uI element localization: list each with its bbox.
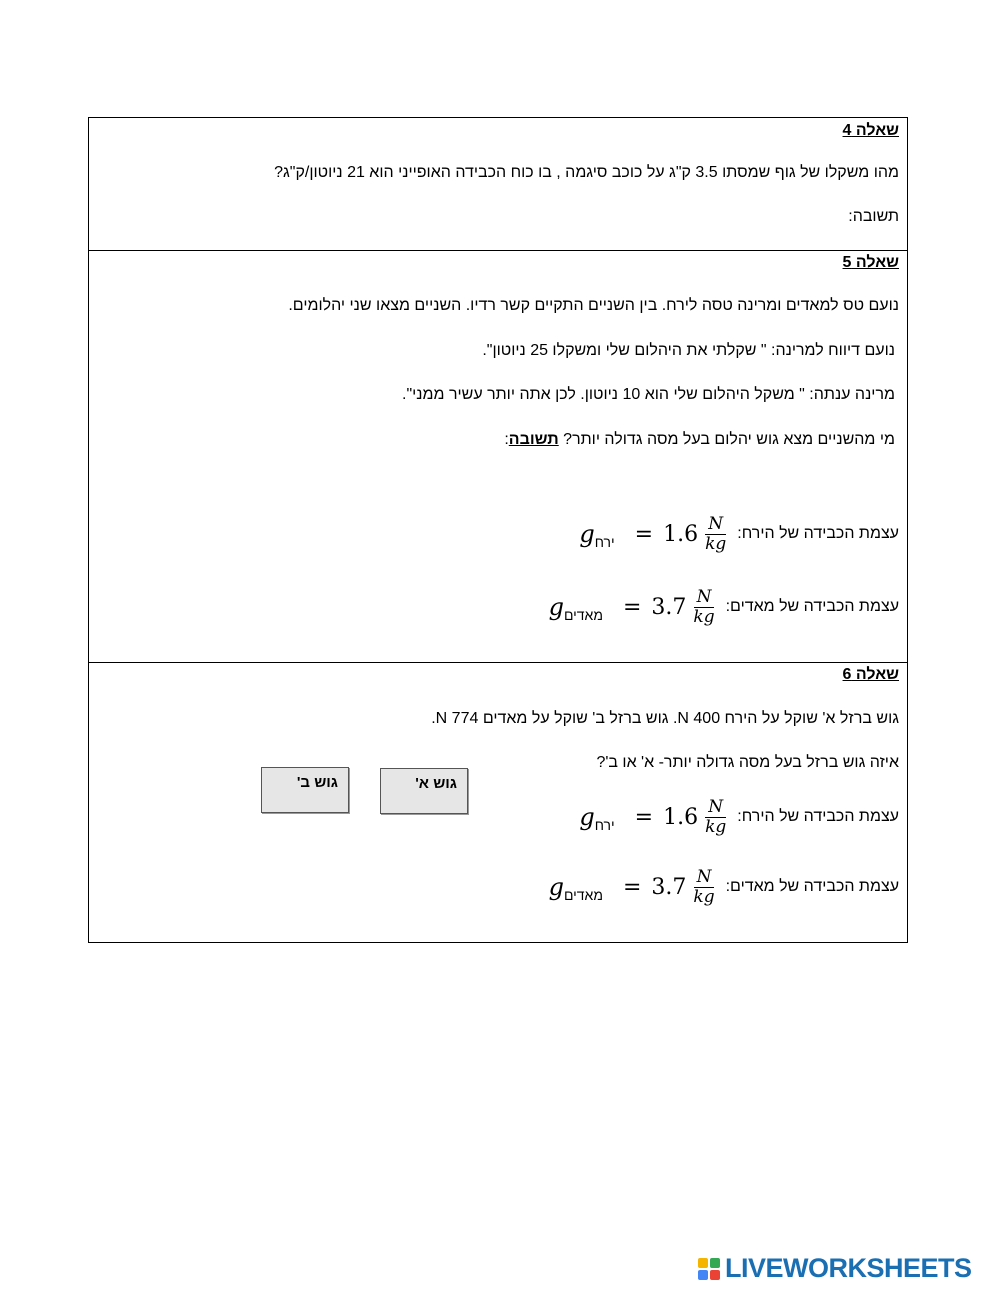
- equals-sign: =: [622, 594, 642, 620]
- liveworksheets-wordmark: LIVEWORKSHEETS: [725, 1253, 972, 1283]
- liveworksheets-logo-icon: [698, 1258, 720, 1280]
- logo-cube-icon: [710, 1270, 720, 1280]
- question-6-line-2: איזה גוש ברזל בעל מסה גדולה יותר- א' או ב'?: [596, 754, 899, 771]
- mars-gravity-formula: [549, 588, 899, 626]
- unit-numerator: N: [694, 868, 715, 888]
- question-5-line-3: מרינה ענתה: " משקל היהלום שלי הוא 10 ניוטון. לכן אתה יותר עשיר ממני".: [402, 386, 895, 403]
- question-4-text: מהו משקלו של גוף שמסתו 3.5 ק"ג על כוכב סיגמה , בו כוח הכבידה האופייני הוא 21 ניוטון/ק"ג?: [274, 164, 899, 181]
- unit-numerator: N: [705, 515, 726, 535]
- unit-numerator: N: [705, 798, 726, 818]
- question-5-line-4: [504, 431, 895, 449]
- moon-gravity-equation: [579, 798, 729, 836]
- block-b-box[interactable]: גוש ב': [261, 767, 349, 813]
- worksheet: [88, 117, 908, 943]
- equals-sign: =: [622, 874, 642, 900]
- unit-denominator: kg: [705, 816, 727, 837]
- mars-subscript: מאדים: [563, 887, 603, 904]
- g-symbol: g: [548, 593, 564, 622]
- moon-subscript: ירח: [594, 534, 615, 551]
- moon-gravity-label: עצמת הכבידה של הירח:: [737, 525, 899, 543]
- question-6-title: שאלה 6: [842, 666, 899, 683]
- block-a-box[interactable]: גוש א': [380, 768, 468, 814]
- unit-denominator: kg: [705, 533, 727, 554]
- mars-subscript: מאדים: [563, 607, 603, 624]
- question-5-line-2: נועם דיווח למרינה: " שקלתי את היהלום שלי ומשקלו 25 ניוטון".: [482, 342, 895, 359]
- unit-fraction: [690, 868, 717, 906]
- question-6-section: [89, 662, 907, 942]
- moon-gravity-formula: [579, 515, 899, 553]
- question-5-question: מי מהשניים מצא גוש יהלום בעל מסה גדולה יותר?: [563, 431, 895, 448]
- unit-fraction: [702, 515, 729, 553]
- mars-gravity-equation: [549, 588, 718, 626]
- question-4-section: [89, 118, 907, 250]
- question-5-answer-word: תשובה: [508, 431, 559, 448]
- question-5-line-1: נועם טס למאדים ומרינה טסה לירח. בין השניים התקיים קשר רדיו. השניים מצאו שני יהלומים.: [288, 297, 899, 314]
- question-5-title: שאלה 5: [842, 254, 899, 271]
- mars-gravity-label: עצמת הכבידה של מאדים:: [725, 878, 899, 896]
- moon-gravity-value: 1.6: [663, 521, 699, 547]
- g-symbol: g: [548, 873, 564, 902]
- mars-gravity-equation: [549, 868, 718, 906]
- g-symbol: g: [579, 520, 595, 549]
- moon-gravity-label: עצמת הכבידה של הירח:: [737, 808, 899, 826]
- liveworksheets-brand: [698, 1253, 972, 1284]
- unit-denominator: kg: [693, 606, 715, 627]
- logo-cube-icon: [710, 1258, 720, 1268]
- question-5-answer-colon: :: [504, 431, 509, 448]
- logo-cube-icon: [698, 1270, 708, 1280]
- moon-gravity-value: 1.6: [663, 804, 699, 830]
- moon-subscript: ירח: [594, 817, 615, 834]
- moon-gravity-equation: [579, 515, 729, 553]
- unit-numerator: N: [694, 588, 715, 608]
- mars-gravity-label: עצמת הכבידה של מאדים:: [725, 598, 899, 616]
- g-symbol: g: [579, 803, 595, 832]
- equals-sign: =: [634, 804, 654, 830]
- question-5-section: [89, 250, 907, 662]
- equals-sign: =: [634, 521, 654, 547]
- mars-gravity-value: 3.7: [651, 594, 687, 620]
- mars-gravity-formula: [549, 868, 899, 906]
- moon-gravity-formula: [579, 798, 899, 836]
- logo-cube-icon: [698, 1258, 708, 1268]
- mars-gravity-value: 3.7: [651, 874, 687, 900]
- question-4-title: שאלה 4: [842, 122, 899, 139]
- unit-fraction: [690, 588, 717, 626]
- unit-denominator: kg: [693, 886, 715, 907]
- question-4-answer-label: תשובה:: [848, 208, 899, 225]
- unit-fraction: [702, 798, 729, 836]
- question-6-line-1: גוש ברזל א' שוקל על הירח N 400. גוש ברזל ב' שוקל על מאדים N 774.: [431, 710, 899, 727]
